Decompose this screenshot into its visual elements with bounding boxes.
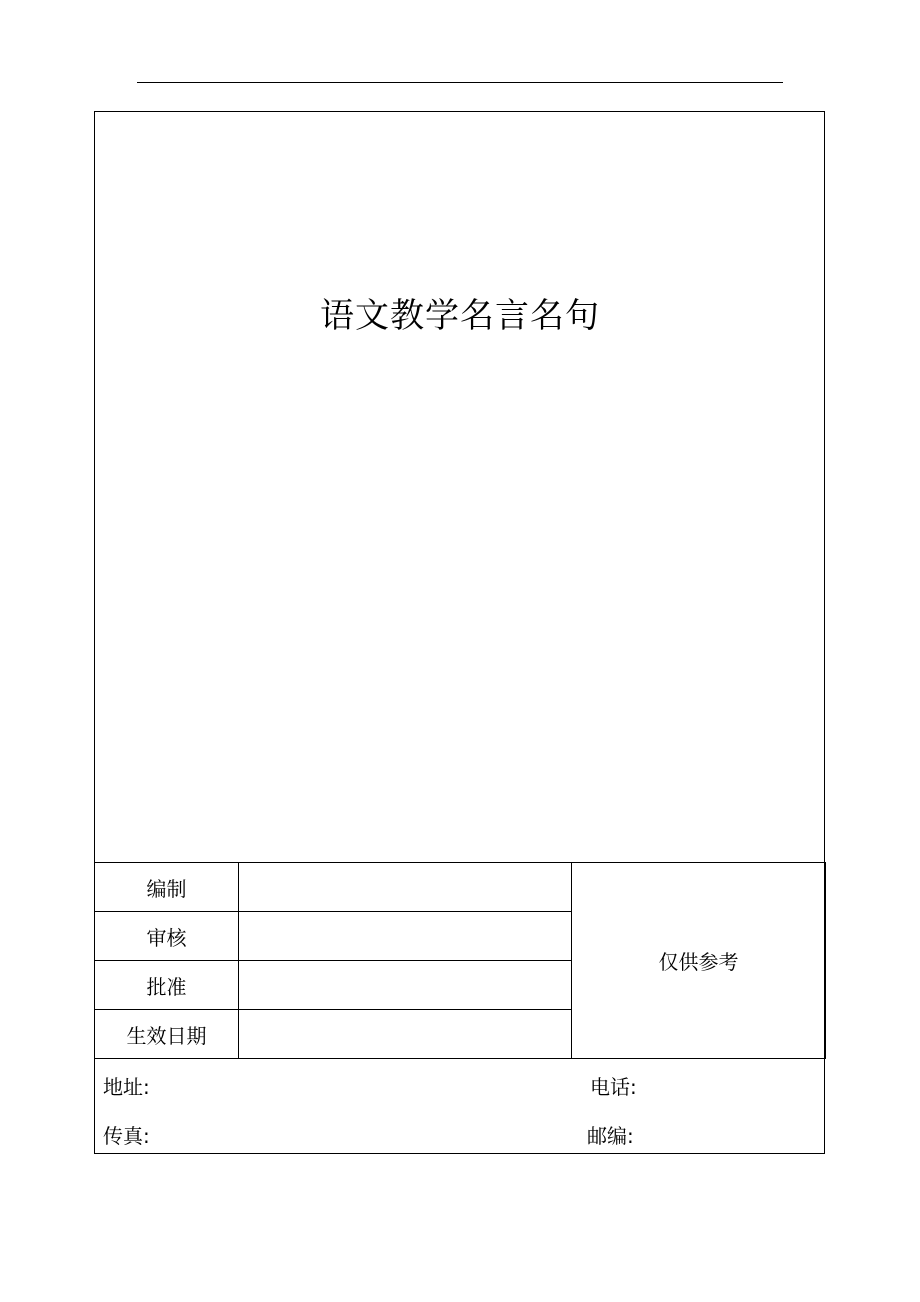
reference-note: 仅供参考	[572, 863, 826, 1059]
approval-label-reviewed: 审核	[95, 912, 239, 961]
document-title: 语文教学名言名句	[320, 296, 600, 336]
approval-table	[94, 862, 826, 1059]
approval-value-effective-date	[239, 1010, 572, 1059]
approval-value-prepared	[239, 863, 572, 912]
address-label: 地址:	[103, 1075, 150, 1099]
postcode-label: 邮编:	[587, 1124, 634, 1148]
approval-label-prepared: 编制	[95, 863, 239, 912]
phone-label: 电话:	[590, 1075, 637, 1099]
approval-value-approved	[239, 961, 572, 1010]
fax-label: 传真:	[103, 1124, 150, 1148]
header-rule	[137, 82, 783, 83]
approval-row-prepared	[95, 863, 826, 912]
approval-value-reviewed	[239, 912, 572, 961]
approval-label-effective-date: 生效日期	[95, 1010, 239, 1059]
approval-label-approved: 批准	[95, 961, 239, 1010]
